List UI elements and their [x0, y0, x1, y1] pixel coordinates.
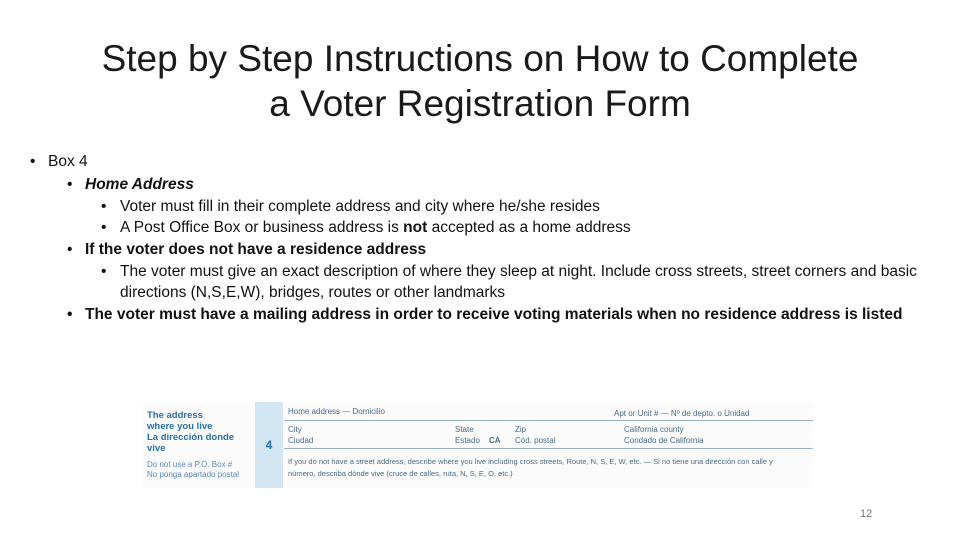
bullet-text: The voter must have a mailing address in order to receive voting materials when no residence address is listed	[85, 306, 903, 323]
form-side-note: No ponga apartado postal	[147, 470, 240, 479]
bullet-dot: •	[30, 153, 36, 170]
bullet-text: Home Address	[85, 176, 194, 193]
form-side-label	[147, 410, 253, 480]
page-number: 12	[860, 508, 873, 520]
form-box-number: 4	[255, 402, 283, 488]
form-note-line-1: If you do not have a street address, describe where you live including cross streets, Route, N, S, E, W, etc. — Si no tiene una dirección con calle y	[288, 457, 773, 466]
bullet-home-sub-1	[30, 196, 940, 217]
bullet-text: If the voter does not have a residence address	[85, 241, 427, 258]
form-apt-label: Apt or Unit # — Nº de depto. o Unidad	[614, 409, 750, 418]
slide-title-line-2: a Voter Registration Form	[269, 83, 691, 124]
bullet-mailing	[30, 303, 940, 326]
bullet-text: Voter must fill in their complete address and city where he/she resides	[120, 198, 600, 215]
bullet-text-emphasis: not	[403, 219, 428, 236]
slide-title-line-1: Step by Step Instructions on How to Complete	[101, 38, 859, 79]
form-note-line-2: número, describa dónde vive (cruce de calles, ruta, N, S, E, O, etc.)	[288, 469, 513, 478]
bullet-box-4	[30, 150, 940, 173]
form-home-address-label: Home address — Domicilio	[288, 407, 385, 416]
form-city-label: City	[288, 425, 302, 434]
form-side-heading: The address	[147, 410, 203, 421]
bullet-dot: •	[101, 198, 107, 215]
bullet-text: accepted as a home address	[427, 219, 631, 236]
bullet-text: Box 4	[48, 153, 88, 170]
form-city-label-es: Ciudad	[288, 436, 314, 445]
slide-title	[40, 36, 920, 126]
form-county-label-es: Condado de California	[624, 436, 704, 445]
bullet-no-residence	[30, 238, 940, 261]
form-state-label-es: Estado	[455, 436, 480, 445]
bullet-dot: •	[101, 219, 107, 236]
form-county-label: California county	[624, 425, 684, 434]
bullet-no-residence-sub	[30, 261, 940, 303]
bullet-text: The voter must give an exact description of where they sleep at night. Include cross streets, street corners and basic directions (N,S,E,W), bridges, routes or other landmarks	[120, 263, 917, 301]
form-side-heading: La dirección donde vive	[147, 432, 235, 454]
form-city-row	[284, 421, 813, 449]
form-excerpt-image	[143, 402, 813, 488]
bullet-text: A Post Office Box or business address is	[120, 219, 404, 236]
form-state-value: CA	[489, 436, 501, 445]
form-side-heading: where you live	[147, 421, 213, 432]
bullet-dot: •	[101, 263, 107, 280]
bullet-dot: •	[67, 176, 73, 193]
bullet-list	[30, 150, 940, 326]
form-zip-label: Zip	[515, 425, 527, 434]
form-fields	[284, 402, 813, 488]
bullet-home-sub-2	[30, 217, 940, 238]
bullet-dot: •	[67, 241, 73, 258]
form-side-note: Do not use a P.O. Box #	[147, 460, 233, 469]
form-state-label: State	[455, 425, 474, 434]
form-home-address-row	[284, 402, 813, 421]
form-zip-label-es: Cód. postal	[515, 436, 556, 445]
bullet-home-address	[30, 173, 940, 196]
bullet-dot: •	[67, 306, 73, 323]
